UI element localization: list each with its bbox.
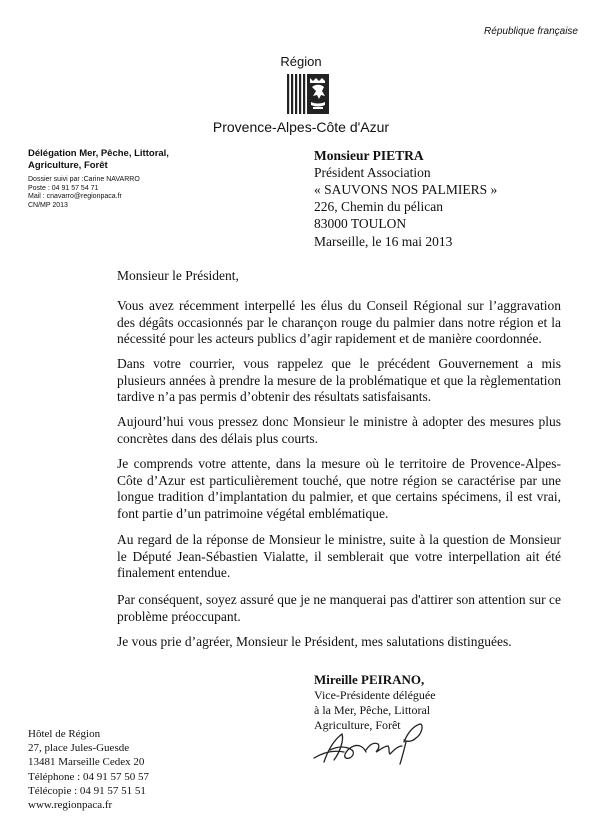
delegation-block [28, 148, 258, 172]
paragraph-text: Je vous prie d’agréer, Monsieur le Président, mes salutations distinguées. [117, 634, 512, 649]
signatory-name: Mireille PEIRANO, [314, 672, 425, 687]
address-block [28, 727, 248, 812]
paragraph [117, 456, 561, 522]
letter-date: Marseille, le 16 mai 2013 [314, 234, 453, 249]
paragraph-text: Par conséquent, soyez assuré que je ne manquerai pas d'attirer son attention sur ce problème préoccupant. [117, 592, 561, 624]
paragraph [117, 356, 561, 406]
dossier-line: Dossier suivi par :Carine NAVARRO [28, 176, 140, 183]
address-line: Hôtel de Région [28, 728, 101, 740]
address-line: Téléphone : 04 91 57 50 57 [28, 770, 149, 783]
paragraph [117, 592, 561, 625]
paragraph [117, 634, 561, 651]
paragraph [117, 414, 561, 447]
paragraph [117, 532, 561, 582]
address-line: 13481 Marseille Cedex 20 [28, 756, 145, 769]
recipient-line: 83000 TOULON [314, 216, 407, 231]
delegation-line-1: Délégation Mer, Pêche, Littoral, [28, 148, 169, 159]
paragraph-text: Aujourd’hui vous pressez donc Monsieur le ministre à adopter des mesures plus concrètes dans des délais plus courts. [117, 414, 561, 446]
region-name: Provence-Alpes-Côte d'Azur [212, 119, 390, 135]
paragraph-text: Au regard de la réponse de Monsieur le ministre, suite à la question de Monsieur le Député Jean-Sébastien Vialatte, il semblerait que votre interpellation ait été finalement entendue. [117, 532, 561, 580]
paragraph-text: Je comprends votre attente, dans la mesure où le territoire de Provence-Alpes-Côte d’Azur est particulièrement touché, que notre région se caractérise par une longue tradition d’implantation du palmier, et que certains spécimens, il est vrai, font partie d’un patrimoine végétal emblématique. [117, 456, 561, 521]
address-line: www.regionpaca.fr [28, 799, 113, 812]
handwritten-signature [310, 720, 440, 768]
paragraph [117, 298, 561, 348]
region-coat-of-arms-icon [286, 72, 330, 116]
recipient-line: Président Association [314, 165, 431, 180]
recipient-line: 226, Chemin du pélican [314, 199, 443, 214]
address-line: Télécopie : 04 91 57 51 51 [28, 784, 146, 797]
signatory-title-line: Vice-Présidente déléguée [314, 688, 436, 702]
recipient-line: « SAUVONS NOS PALMIERS » [314, 182, 498, 197]
republique-francaise-label: République française [484, 26, 578, 37]
paragraph-text: Dans votre courrier, vous rappelez que le précédent Gouvernement a mis plusieurs années à prendre la mesure de la problématique et que la règlementation tardive n’a pas permis d’obtenir des résultats satisfaisants. [117, 356, 561, 404]
dossier-line: Poste : 04 91 57 54 71 [28, 184, 99, 192]
signatory-title-line: Agriculture, Forêt [314, 718, 401, 732]
region-word: Région [280, 54, 322, 69]
salutation: Monsieur le Président, [117, 268, 239, 283]
delegation-line-2: Agriculture, Forêt [28, 160, 108, 171]
dossier-line: CN/MP 2013 [28, 201, 68, 209]
dossier-line: Mail : cnavarro@regionpaca.fr [28, 193, 122, 200]
address-line: 27, place Jules-Guesde [28, 742, 130, 755]
recipient-block [314, 147, 594, 232]
dossier-info [28, 176, 258, 210]
paragraph-text: Vous avez récemment interpellé les élus du Conseil Régional sur l’aggravation des dégâts occasionnés par le charançon rouge du palmier dans notre région et la nécessité pour les acteurs publics d’agir rapidement et de manière coordonnée. [117, 298, 561, 346]
signatory-title-line: à la Mer, Pêche, Littoral [314, 703, 431, 717]
recipient-name: Monsieur PIETRA [314, 148, 424, 163]
